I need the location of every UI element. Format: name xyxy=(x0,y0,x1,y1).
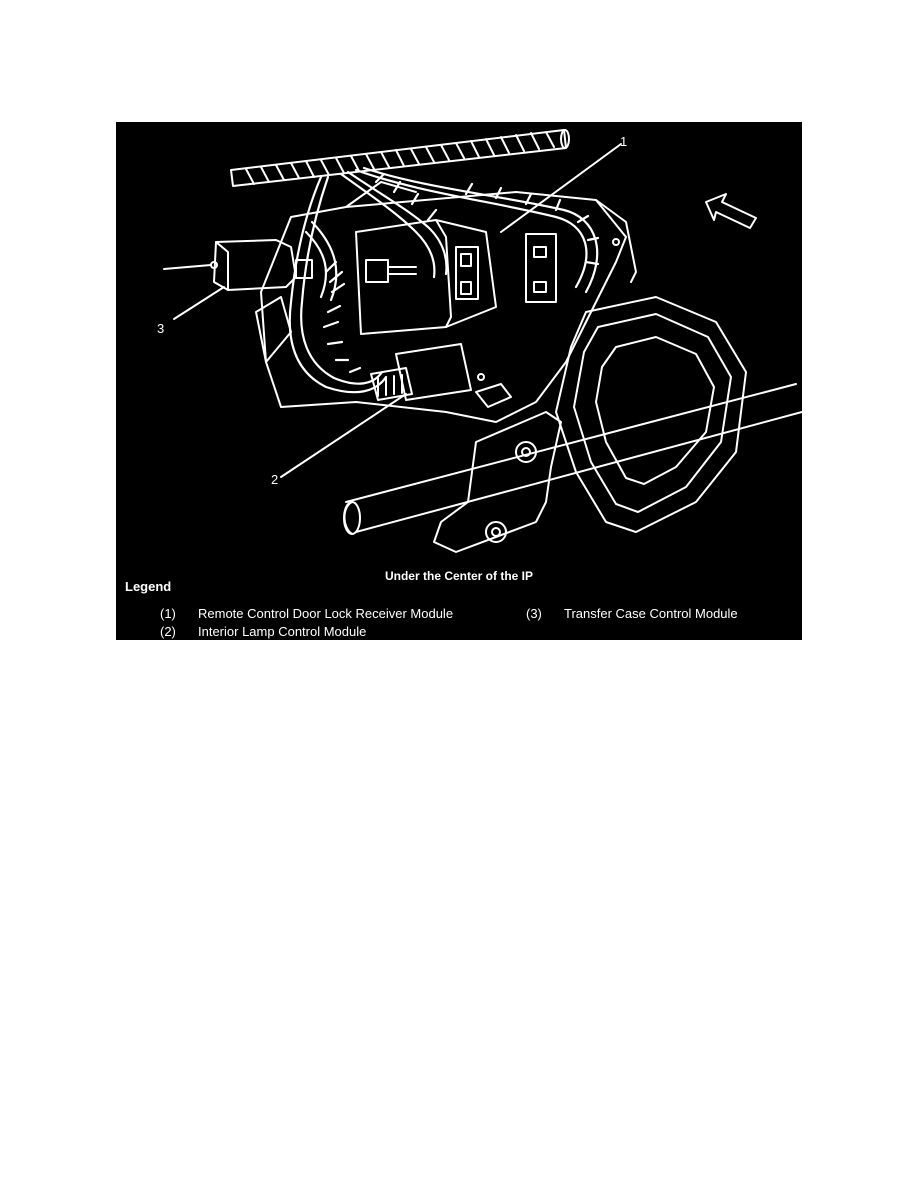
legend-title: Legend xyxy=(125,579,172,594)
callout-1: 1 xyxy=(620,134,628,149)
line-drawing xyxy=(116,122,802,640)
figure-caption: Under the Center of the IP xyxy=(384,569,533,583)
wire-harness xyxy=(290,168,598,392)
diagram-figure xyxy=(116,122,802,640)
leader-line-3b xyxy=(164,265,211,269)
legend-item-number: (3) xyxy=(526,606,542,621)
steering-column xyxy=(344,384,802,534)
legend-item-number: (2) xyxy=(160,624,176,639)
legend-item-label: Transfer Case Control Module xyxy=(564,606,738,621)
duct-housing xyxy=(556,297,746,532)
legend-item xyxy=(160,624,366,639)
legend-item xyxy=(526,606,738,621)
legend-item-number: (1) xyxy=(160,606,176,621)
legend-item-label: Remote Control Door Lock Receiver Module xyxy=(198,606,454,621)
direction-arrow-icon xyxy=(706,194,756,228)
callout-2: 2 xyxy=(271,472,279,487)
interior-lamp-module xyxy=(371,344,471,400)
receiver-module xyxy=(356,220,556,334)
leader-line-3 xyxy=(174,287,224,319)
transfer-case-connector xyxy=(211,240,416,290)
legend-item-label: Interior Lamp Control Module xyxy=(198,624,367,639)
legend-item xyxy=(160,606,453,621)
callout-3: 3 xyxy=(157,321,165,336)
